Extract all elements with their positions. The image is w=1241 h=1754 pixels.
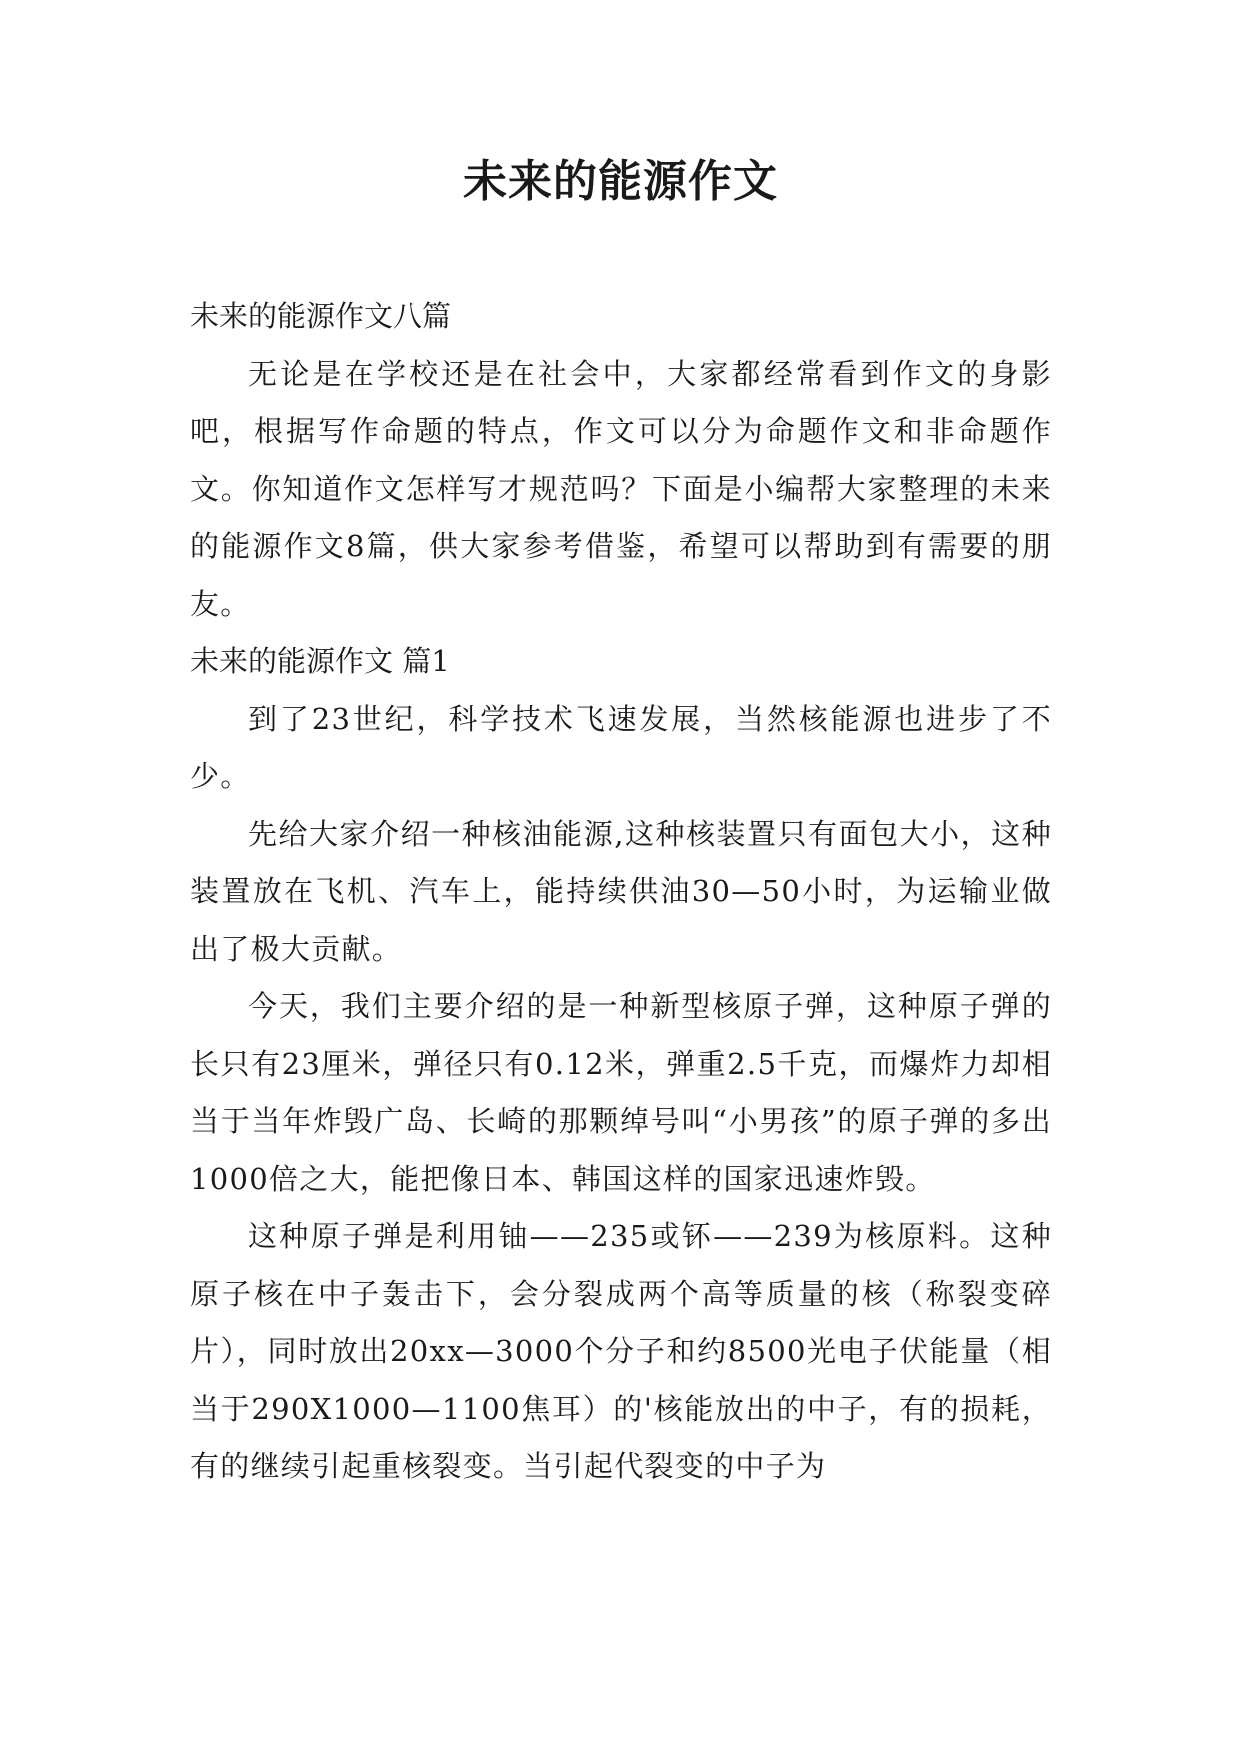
intro-paragraph: 无论是在学校还是在社会中，大家都经常看到作文的身影吧，根据写作命题的特点，作文可以分为命题作文和非命题作文。你知道作文怎样写才规范吗？下面是小编帮大家整理的未来的能源作文8篇，供大家参考借鉴，希望可以帮助到有需要的朋友。	[190, 356, 1052, 621]
body-paragraph-2: 先给大家介绍一种核油能源,这种核装置只有面包大小，这种装置放在飞机、汽车上，能持续供油30—50小时，为运输业做出了极大贡献。	[190, 816, 1052, 966]
section-heading: 未来的能源作文 篇1	[190, 644, 450, 678]
document-subtitle: 未来的能源作文八篇	[190, 299, 452, 333]
body-paragraph-4: 这种原子弹是利用铀——235或钚——239为核原料。这种原子核在中子轰击下，会分裂成两个高等质量的核（称裂变碎片），同时放出20xx—3000个分子和约8500光电子伏能量（相当于290X1000—1100焦耳）的'核能放出的中子，有的损耗，有的继续引起重核裂变。当引起代裂变的中子为	[190, 1219, 1052, 1483]
document-body	[190, 288, 1052, 1496]
body-paragraph-1: 到了23世纪，科学技术飞速发展，当然核能源也进步了不少。	[190, 701, 1052, 793]
document-title: 未来的能源作文	[463, 156, 778, 207]
body-paragraph-3: 今天，我们主要介绍的是一种新型核原子弹，这种原子弹的长只有23厘米，弹径只有0.12米，弹重2.5千克，而爆炸力却相当于当年炸毁广岛、长崎的那颗绰号叫“小男孩”的原子弹的多出1000倍之大，能把像日本、韩国这样的国家迅速炸毁。	[190, 989, 1052, 1196]
